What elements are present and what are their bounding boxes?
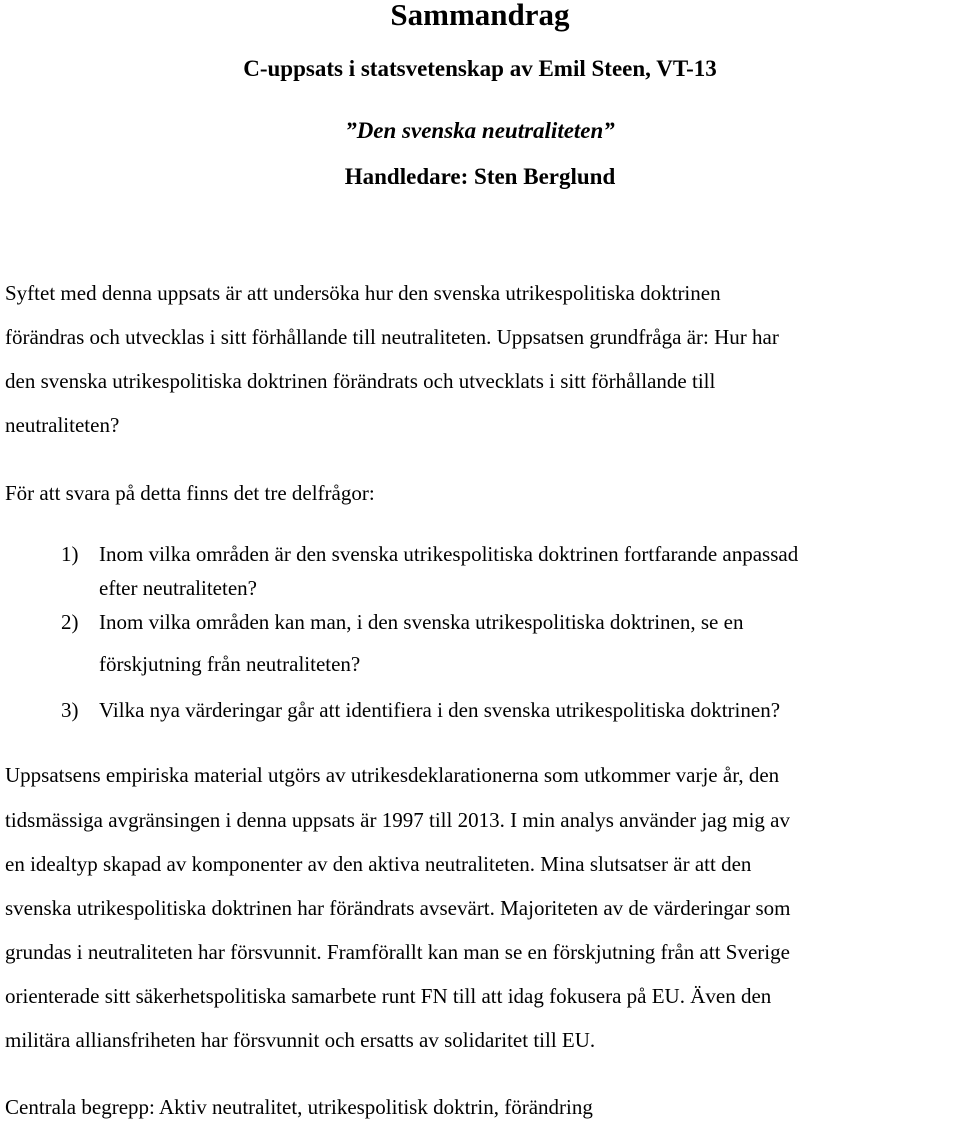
subquestion-line: förskjutning från neutraliteten?	[99, 652, 361, 676]
purpose-line: den svenska utrikespolitiska doktrinen förändrats och utvecklats i sitt förhållande till	[5, 369, 716, 393]
summary-line: orienterade sitt säkerhetspolitiska samarbete runt FN till att idag fokusera på EU. Även den	[5, 984, 772, 1008]
subquestion-number: 3)	[61, 698, 79, 722]
summary-line: militära alliansfriheten har försvunnit och ersatts av solidaritet till EU.	[5, 1028, 596, 1052]
subquestion-line: Inom vilka områden kan man, i den svenska utrikespolitiska doktrinen, se en	[99, 610, 744, 634]
purpose-line: Syftet med denna uppsats är att undersöka hur den svenska utrikespolitiska doktrinen	[5, 281, 721, 305]
advisor-line: Handledare: Sten Berglund	[344, 164, 616, 189]
summary-line: grundas i neutraliteten har försvunnit. Framförallt kan man se en förskjutning från att Sverige	[5, 940, 790, 964]
document-subtitle: C-uppsats i statsvetenskap av Emil Steen, VT-13	[243, 56, 717, 81]
keywords-line: Centrala begrepp: Aktiv neutralitet, utrikespolitisk doktrin, förändring	[5, 1095, 593, 1119]
purpose-line: neutraliteten?	[5, 413, 120, 437]
summary-line: Uppsatsens empiriska material utgörs av utrikesdeklarationerna som utkommer varje år, den	[5, 763, 780, 787]
summary-line: svenska utrikespolitiska doktrinen har förändrats avsevärt. Majoriteten av de värderingar som	[5, 896, 791, 920]
subquestion-number: 1)	[61, 542, 79, 566]
thesis-title: ”Den svenska neutraliteten”	[345, 118, 615, 143]
subquestion-line: Vilka nya värderingar går att identifiera i den svenska utrikespolitiska doktrinen?	[99, 698, 781, 722]
subquestion-line: Inom vilka områden är den svenska utrikespolitiska doktrinen fortfarande anpassad	[99, 542, 799, 566]
purpose-line: förändras och utvecklas i sitt förhållande till neutraliteten. Uppsatsen grundfråga är: Hur har	[5, 325, 779, 349]
subquestion-number: 2)	[61, 610, 79, 634]
summary-line: tidsmässiga avgränsingen i denna uppsats är 1997 till 2013. I min analys använder jag mig av	[5, 808, 790, 832]
summary-line: en idealtyp skapad av komponenter av den aktiva neutraliteten. Mina slutsatser är att den	[5, 852, 752, 876]
subquestion-line: efter neutraliteten?	[99, 576, 257, 600]
subquestions-intro: För att svara på detta finns det tre delfrågor:	[5, 481, 375, 505]
document-title: Sammandrag	[390, 0, 570, 32]
